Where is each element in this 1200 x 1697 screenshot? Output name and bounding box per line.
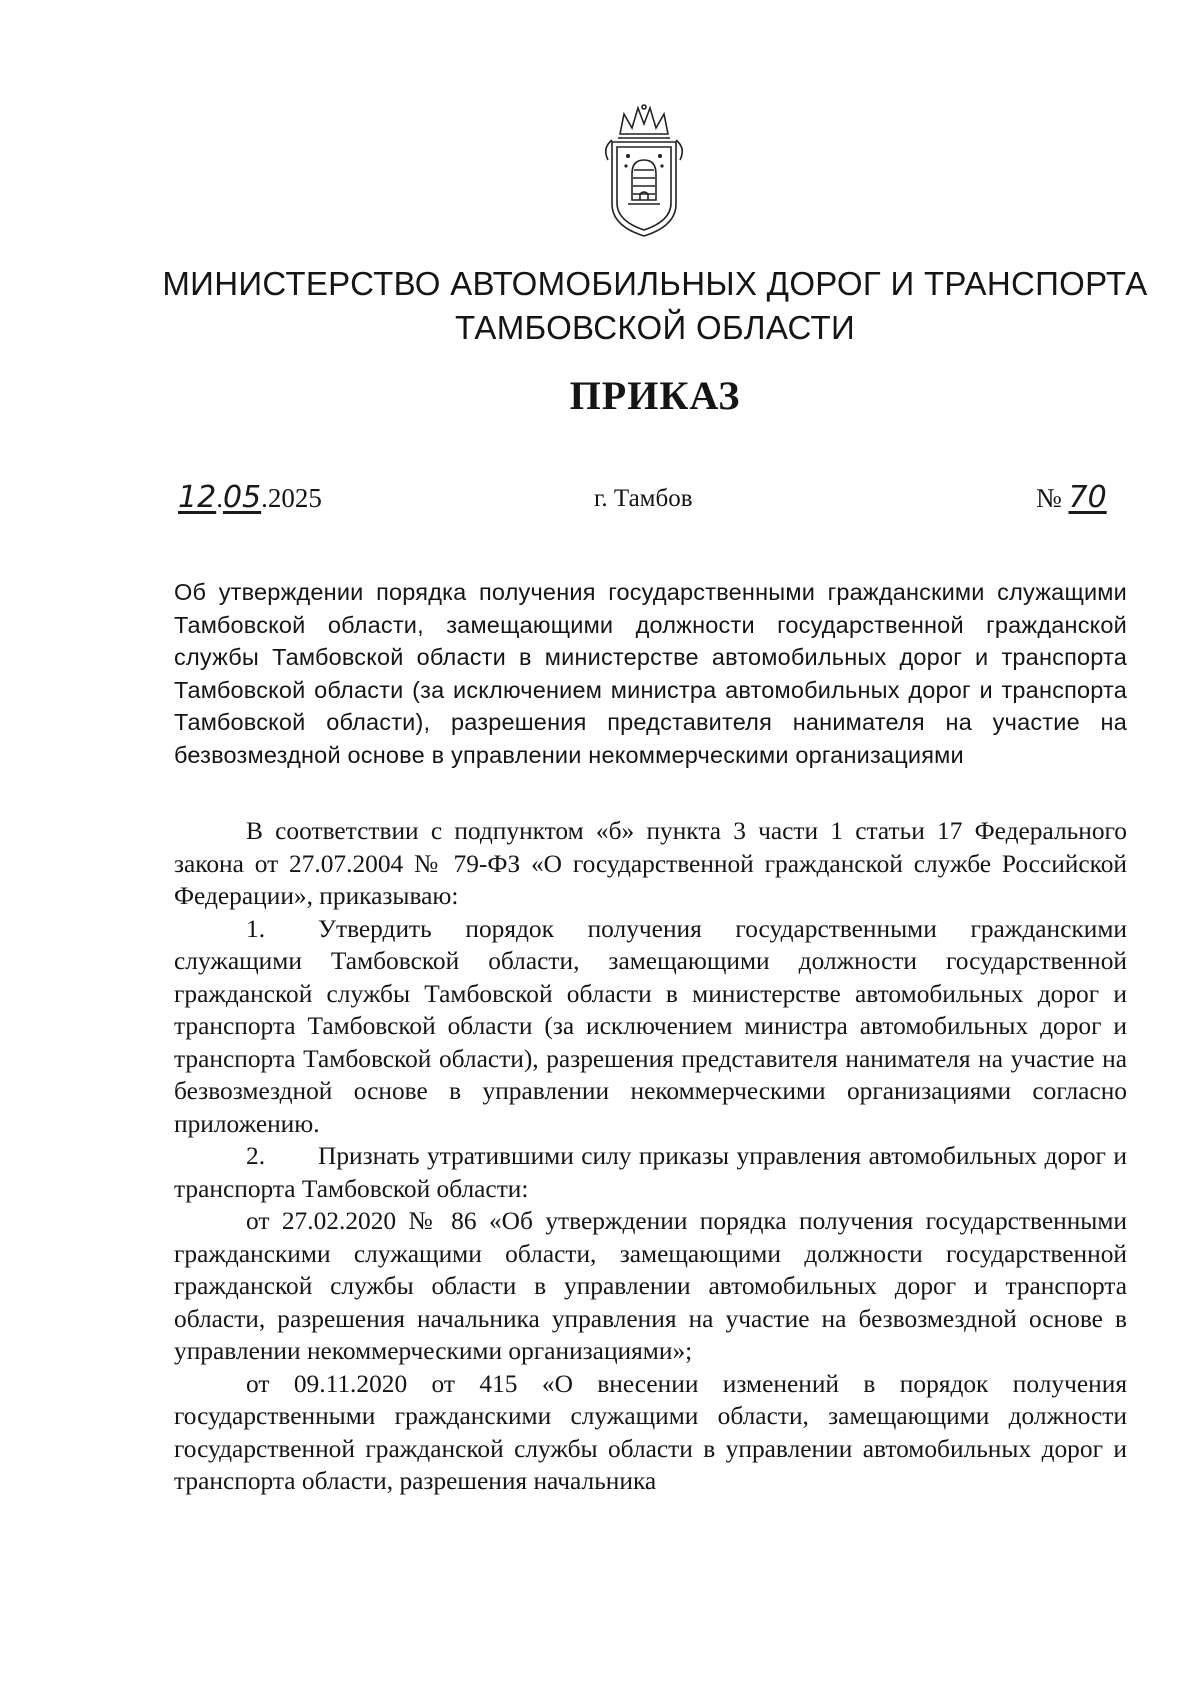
order-date [178, 480, 322, 515]
repealed-order-2: от 09.11.2020 от 415 «О внесении изменений в порядок получения государственными гражданскими служащими области, замещающими должности государственной гражданской службы области в управлении автомобильных дорог и транспорта области, разрешения начальника [174, 1369, 1127, 1495]
date-separator: . [216, 483, 223, 513]
item-number: 1. [246, 914, 266, 943]
order-number [1036, 480, 1107, 515]
order-item-1 [174, 913, 1127, 1141]
date-month: 05 [222, 480, 262, 515]
order-title: Об утверждении порядка получения государственными гражданскими служащими Тамбовской области, замещающими должности государственной гражданской службы Тамбовской области в министерстве автомобильных дорог и транспорта Тамбовской области (за исключением министра автомобильных дорог и транспорта Тамбовской области), разрешения представителя нанимателя на участие на безвозмездной основе в управлении некоммерческими организациями [174, 579, 1127, 768]
ministry-line-1: МИНИСТЕРСТВО АВТОМОБИЛЬНЫХ ДОРОГ И ТРАНСПОРТА [162, 265, 1148, 302]
ministry-line-2: ТАМБОВСКОЙ ОБЛАСТИ [455, 309, 855, 346]
item-number: 2. [246, 1142, 266, 1170]
number-prefix: № [1036, 483, 1062, 513]
ministry-name [120, 262, 1190, 350]
preamble: В соответствии с подпунктом «б» пункта 3 части 1 статьи 17 Федерального закона от 27.07.2004 № 79-ФЗ «О государственной гражданской службе Российской Федерации», приказываю: [174, 817, 1127, 910]
document-type: ПРИКАЗ [569, 373, 741, 418]
date-year: 2025 [267, 483, 322, 513]
repealed-order-1: от 27.02.2020 № 86 «Об утверждении порядка получения государственными гражданскими служащими области, замещающими должности государственной гражданской службы области в управлении автомобильных дорог и транспорта области, разрешения начальника управления на участие на безвозмездной основе в управлении некоммерческими организациями»; [174, 1207, 1127, 1365]
spacer [174, 771, 1127, 815]
item-text: Утвердить порядок получения государственными гражданскими служащими Тамбовской области, замещающими должности государственной гражданской службы Тамбовской области в министерстве автомобильных дорог и транспорта Тамбовской области (за исключением министра автомобильных дорог и транспорта Тамбовской области), разрешения представителя нанимателя на участие на безвозмездной основе в управлении некоммерческими организациями согласно приложению. [174, 914, 1127, 1138]
item-text: Признать утратившими силу приказы управления автомобильных дорог и транспорта Тамбовской области: [174, 1142, 1127, 1203]
number-value: 70 [1068, 480, 1107, 515]
date-year-separator: . [261, 483, 268, 513]
order-city: г. Тамбов [594, 485, 693, 512]
tambov-coat-of-arms-icon [598, 104, 690, 240]
order-item-2 [174, 1140, 1127, 1205]
date-day: 12 [178, 480, 217, 515]
document-body [174, 576, 1127, 1498]
